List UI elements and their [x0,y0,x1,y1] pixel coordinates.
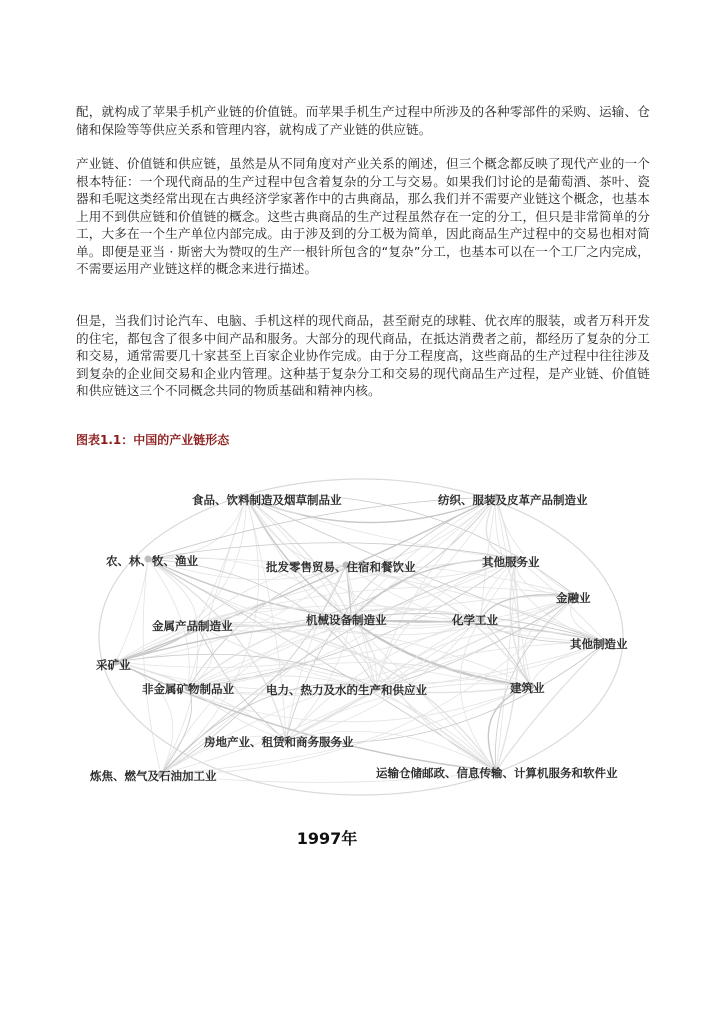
node-label-agri: 农、林、牧、渔业 [106,554,198,568]
network-edges [99,479,623,795]
paragraph-2: 产业链、价值链和供应链，虽然是从不同角度对产业关系的阐述，但三个概念都反映了现代产业的一个根本特征：一个现代商品的生产过程中包含着复杂的分工与交易。如果我们讨论的是葡萄酒、茶叶、瓷器和毛呢这类经常出现在古典经济学家著作中的古典商品，那么我们并不需要产业链这个概念，也基本上用不到供应链和价值链的概念。这些古典商品的生产过程虽然存在一定的分工，但只是非常简单的分工，大多在一个生产单位内部完成。由于涉及到的分工极为简单，因此商品生产过程中的交易也相对简单。即便是亚当 · 斯密大为赞叹的生产一根针所包含的“复杂”分工，也基本可以在一个工厂之内完成，不需要运用产业链这样的概念来进行描述。 [76,156,650,276]
industry-network-graph [76,462,656,812]
network-edge [496,497,576,596]
node-label-chemical: 化学工业 [452,613,498,627]
node-label-construction: 建筑业 [510,681,545,695]
figure-year-label: 1997年 [296,829,358,848]
node-label-finance: 金融业 [556,591,591,605]
node-label-realestate: 房地产业、租赁和商务服务业 [204,735,354,749]
node-label-food: 食品、饮料制造及烟草制品业 [192,493,342,507]
network-edge [246,497,481,619]
node-label-textile: 纺织、服装及皮革产品制造业 [438,493,588,507]
node-label-other-mfg: 其他制造业 [570,637,628,651]
figure-caption: 图表1.1：中国的产业链形态 [76,433,230,447]
node-label-power: 电力、热力及水的生产和供应业 [266,683,427,697]
network-edge [148,543,516,559]
network-edge [143,559,161,774]
paragraph-1: 配，就构成了苹果手机产业链的价值链。而苹果手机生产过程中所涉及的各种零部件的采购、运输、仓储和保险等等供应关系和管理内容，就构成了产业链的供应链。 [76,104,650,137]
network-edge [161,497,259,774]
paragraph-3: 但是，当我们讨论汽车、电脑、手机这样的现代商品，甚至耐克的球鞋、优衣库的服装，或者万科开发的住宅，都包含了很多中间产品和服务。大部分的现代商品，在抵达消费者之前，都经历了复杂的分工和交易，通常需要几十家甚至上百家企业协作完成。由于分工程度高，这些商品的生产过程中往往涉及到复杂的企业间交易和企业内管理。这种基于复杂分工和交易的现代商品生产过程，是产业链、价值链和供应链这三个不同概念共同的物质基础和精神内核。 [76,313,650,398]
node-label-transport: 运输仓储邮政、信息传输、计算机服务和软件业 [376,766,618,780]
node-label-trade: 批发零售贸易、住宿和餐饮业 [266,560,416,574]
network-edge [116,662,173,774]
network-edge [161,684,376,774]
node-label-machinery: 机械设备制造业 [306,613,387,627]
node-label-coking: 炼焦、燃气及石油加工业 [90,769,217,783]
node-label-mining: 采矿业 [96,658,131,672]
node-label-other-service: 其他服务业 [482,555,540,569]
node-label-nonmetal: 非金属矿物制品业 [142,682,234,696]
network-edge [188,497,246,688]
node-label-metal: 金属产品制造业 [152,619,233,633]
